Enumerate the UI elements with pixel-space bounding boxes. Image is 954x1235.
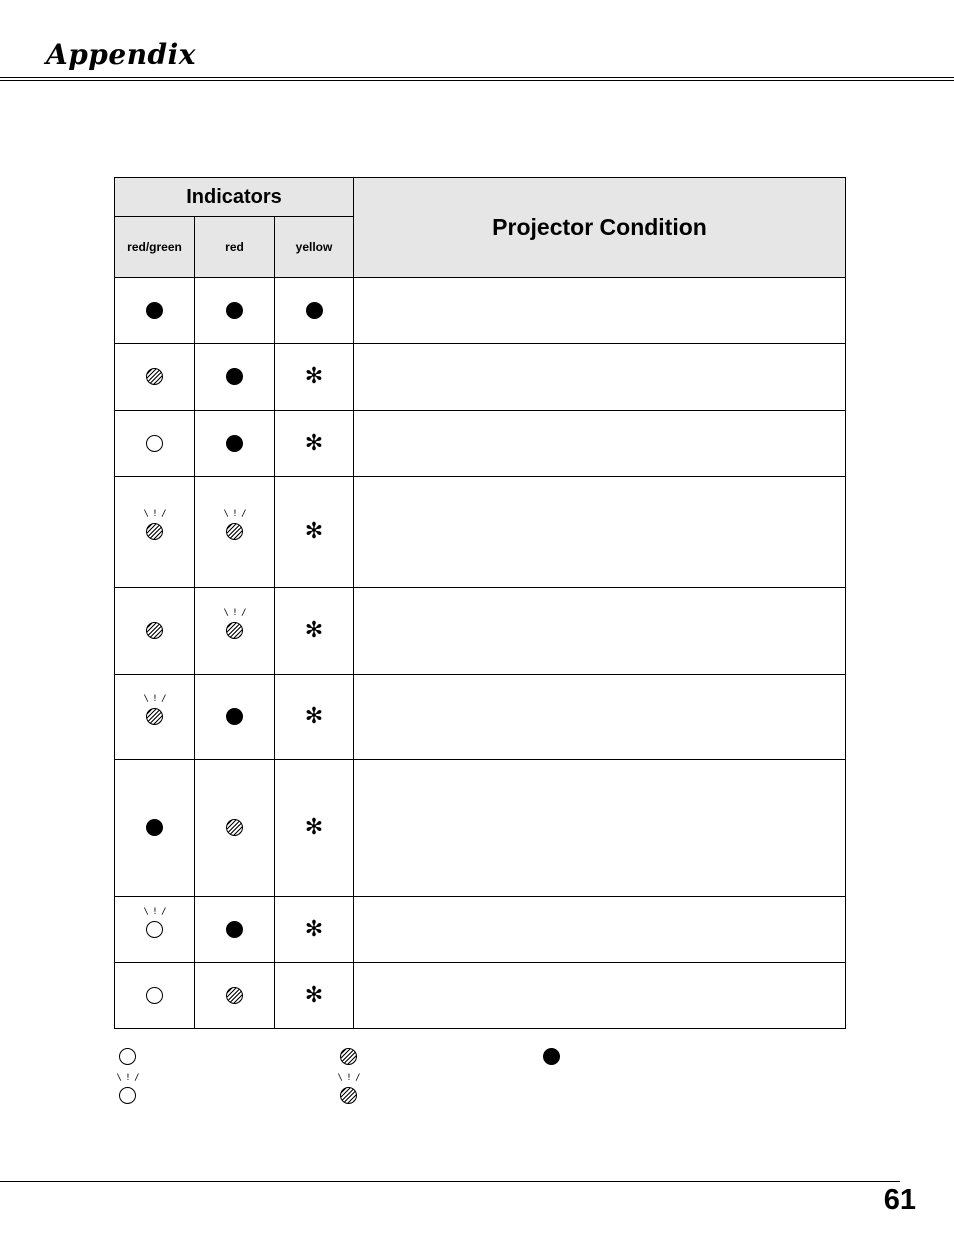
legend-item: [119, 1048, 136, 1066]
asterisk-icon: ✻: [304, 519, 324, 544]
header-rule: [0, 77, 954, 78]
table-row: [115, 278, 846, 344]
led-cell: [115, 411, 195, 477]
table-row: [115, 897, 846, 963]
legend-item: [337, 1073, 360, 1105]
led-cell: [275, 897, 354, 963]
condition-cell: [354, 760, 846, 897]
led-cell: [195, 477, 275, 588]
table-row: [115, 675, 846, 760]
led-on-icon: [119, 1048, 136, 1065]
blink-rays-icon: \ ! /: [337, 1073, 360, 1083]
led-cell: [195, 963, 275, 1029]
led-off-icon: [543, 1048, 560, 1065]
led-lit-icon: [340, 1048, 357, 1065]
legend-item: [340, 1048, 357, 1066]
blink-rays-icon: \ ! /: [143, 509, 166, 519]
blink-rays-icon: \ ! /: [143, 694, 166, 704]
led-lit-icon: [146, 368, 163, 385]
led-off-icon: [226, 302, 243, 319]
condition-cell: [354, 278, 846, 344]
led-off-icon: [146, 302, 163, 319]
led-off-icon: [306, 302, 323, 319]
led-lit-blinking-icon: [226, 523, 243, 540]
asterisk-icon: ✻: [304, 364, 324, 389]
column-header-red: red: [195, 217, 275, 278]
led-cell: [275, 963, 354, 1029]
led-on-icon: [146, 987, 163, 1004]
legend-item: [543, 1048, 560, 1066]
led-cell: [195, 278, 275, 344]
led-cell: [115, 897, 195, 963]
led-cell: [195, 675, 275, 760]
led-on-icon: [146, 435, 163, 452]
indicator-table: [114, 177, 846, 1029]
led-off-icon: [146, 819, 163, 836]
led-lit-blinking-icon: [226, 622, 243, 639]
condition-cell: [354, 897, 846, 963]
asterisk-icon: ✻: [304, 982, 324, 1008]
table-row: [115, 344, 846, 411]
column-header-yellow: yellow: [275, 217, 354, 278]
condition-cell: [354, 344, 846, 411]
indicators-header: Indicators: [115, 178, 354, 217]
led-cell: [275, 344, 354, 411]
table-row: [115, 477, 846, 588]
led-on-blinking-icon: [146, 921, 163, 938]
led-cell: [275, 477, 354, 588]
blink-rays-icon: \ ! /: [116, 1073, 139, 1083]
asterisk-icon: ✻: [304, 815, 324, 840]
led-cell: [195, 411, 275, 477]
led-on-blinking-icon: [119, 1087, 136, 1104]
led-cell: [275, 675, 354, 760]
table-row: [115, 760, 846, 897]
led-lit-blinking-icon: [146, 523, 163, 540]
led-cell: [115, 344, 195, 411]
page-number: 61: [883, 1184, 916, 1216]
led-cell: [115, 588, 195, 675]
indicator-table-body: [115, 278, 846, 1029]
led-cell: [195, 760, 275, 897]
led-cell: [195, 897, 275, 963]
led-cell: [275, 411, 354, 477]
condition-cell: [354, 588, 846, 675]
led-cell: [195, 588, 275, 675]
condition-cell: [354, 411, 846, 477]
led-cell: [195, 344, 275, 411]
led-cell: [275, 760, 354, 897]
led-off-icon: [226, 921, 243, 938]
condition-cell: [354, 675, 846, 760]
column-header-red-green: red/green: [115, 217, 195, 278]
led-lit-blinking-icon: [340, 1087, 357, 1104]
led-cell: [115, 963, 195, 1029]
led-lit-icon: [226, 819, 243, 836]
led-cell: [115, 477, 195, 588]
led-cell: [115, 675, 195, 760]
blink-rays-icon: \ ! /: [223, 509, 246, 519]
legend-item: [116, 1073, 139, 1105]
condition-header: Projector Condition: [354, 178, 846, 278]
table-row: [115, 963, 846, 1029]
blink-rays-icon: \ ! /: [143, 906, 166, 917]
led-cell: [275, 278, 354, 344]
led-cell: [115, 760, 195, 897]
condition-cell: [354, 477, 846, 588]
led-off-icon: [226, 708, 243, 725]
header-rule-secondary: [0, 80, 954, 81]
led-cell: [275, 588, 354, 675]
footer-rule: [0, 1181, 900, 1182]
led-lit-icon: [226, 987, 243, 1004]
led-lit-icon: [146, 622, 163, 639]
led-lit-blinking-icon: [146, 708, 163, 725]
led-cell: [115, 278, 195, 344]
led-off-icon: [226, 435, 243, 452]
asterisk-icon: ✻: [304, 704, 324, 729]
table-row: [115, 411, 846, 477]
led-off-icon: [226, 368, 243, 385]
asterisk-icon: ✻: [304, 618, 324, 643]
page-title: Appendix: [46, 38, 196, 71]
condition-cell: [354, 963, 846, 1029]
asterisk-icon: ✻: [304, 430, 324, 456]
blink-rays-icon: \ ! /: [223, 608, 246, 618]
table-row: [115, 588, 846, 675]
asterisk-icon: ✻: [304, 916, 324, 942]
